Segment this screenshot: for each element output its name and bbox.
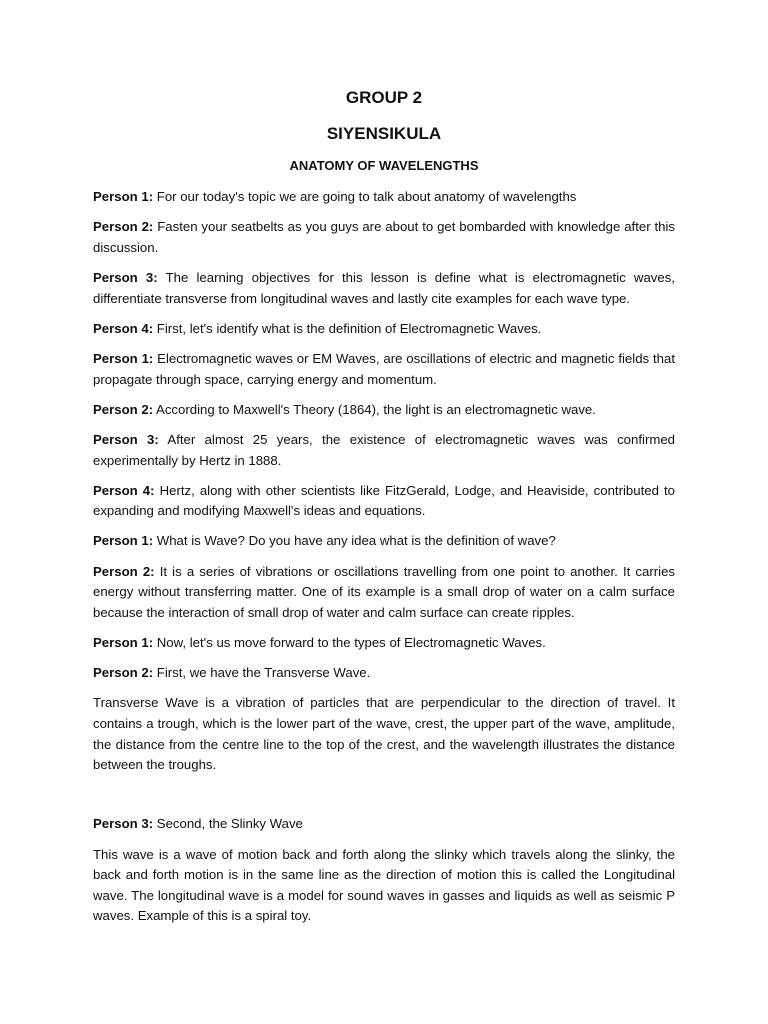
dialogue-paragraph: [93, 633, 675, 654]
speaker-label: Person 3:: [93, 431, 159, 447]
speaker-label: Person 1:: [93, 533, 154, 549]
speaker-label: Person 3:: [93, 816, 154, 832]
dialogue-paragraph: [93, 400, 675, 421]
blank-line: [93, 785, 675, 814]
dialogue-paragraph: [93, 430, 675, 471]
dialogue-paragraph: [93, 187, 675, 208]
group-heading: GROUP 2: [345, 88, 423, 107]
dialogue-paragraph: [93, 319, 675, 340]
dialogue-paragraph: [93, 217, 675, 258]
paragraph-text: This wave is a wave of motion back and forth along the slinky which travels along the slinky, the back and forth motion is in the same line as the direction of motion this is called the Longitudinal wave. The longitudinal wave is a model for sound waves in gasses and liquids as well as seismic P waves. Example of this is a spiral toy.: [93, 846, 675, 924]
paragraph-text: Transverse Wave is a vibration of particles that are perpendicular to the direction of travel. It contains a trough, which is the lower part of the wave, crest, the upper part of the wave, amplitude, the distance from the centre line to the top of the crest, and the wavelength illustrates the distance between the troughs.: [93, 695, 675, 773]
dialogue-paragraph: [93, 349, 675, 390]
paragraph-text: What is Wave? Do you have any idea what is the definition of wave?: [153, 533, 556, 549]
dialogue-paragraph: [93, 481, 675, 522]
dialogue-paragraph: [93, 531, 675, 552]
paragraph-text: First, we have the Transverse Wave.: [153, 665, 371, 681]
speaker-label: Person 2:: [93, 665, 154, 681]
speaker-label: Person 2:: [93, 219, 154, 235]
body-paragraph: [93, 693, 675, 775]
paragraph-text: Fasten your seatbelts as you guys are about to get bombarded with knowledge after this discussion.: [93, 219, 675, 255]
speaker-label: Person 2:: [93, 563, 155, 579]
paragraph-text: Second, the Slinky Wave: [153, 816, 303, 832]
paragraph-text: After almost 25 years, the existence of electromagnetic waves was confirmed experimentally by Hertz in 1888.: [93, 431, 675, 468]
paragraph-text: The learning objectives for this lesson is define what is electromagnetic waves, differentiate transverse from longitudinal waves and lastly cite examples for each wave type.: [93, 269, 675, 306]
team-heading: SIYENSIKULA: [326, 124, 442, 143]
dialogue-paragraph: [93, 562, 675, 624]
body-paragraph: [93, 845, 675, 927]
speaker-label: Person 2:: [93, 401, 154, 417]
speaker-label: Person 1:: [93, 350, 154, 366]
dialogue-paragraph: [93, 268, 675, 309]
paragraph-text: For our today's topic we are going to talk about anatomy of wavelengths: [153, 189, 577, 204]
speaker-label: Person 4:: [93, 482, 155, 498]
speaker-label: Person 3:: [93, 269, 158, 285]
topic-heading: ANATOMY OF WAVELENGTHS: [289, 158, 479, 173]
paragraph-text: Now, let's us move forward to the types of Electromagnetic Waves.: [153, 635, 546, 651]
speaker-label: Person 1:: [93, 635, 154, 651]
dialogue-paragraph: [93, 663, 675, 684]
speaker-label: Person 4:: [93, 320, 154, 336]
paragraph-text: First, let's identify what is the definition of Electromagnetic Waves.: [153, 320, 542, 336]
speaker-label: Person 1:: [93, 189, 154, 204]
paragraph-text: It is a series of vibrations or oscillations travelling from one point to another. It carries energy without transferring matter. One of its example is a small drop of water on a calm surface because the interaction of small drop of water and calm surface can create ripples.: [93, 563, 675, 620]
paragraph-text: Hertz, along with other scientists like FitzGerald, Lodge, and Heaviside, contributed to expanding and modifying Maxwell's ideas and equations.: [93, 482, 675, 519]
dialogue-paragraph: [93, 814, 675, 835]
paragraph-text: Electromagnetic waves or EM Waves, are oscillations of electric and magnetic fields that propagate through space, carrying energy and momentum.: [93, 350, 675, 387]
paragraph-text: According to Maxwell's Theory (1864), the light is an electromagnetic wave.: [153, 401, 596, 417]
